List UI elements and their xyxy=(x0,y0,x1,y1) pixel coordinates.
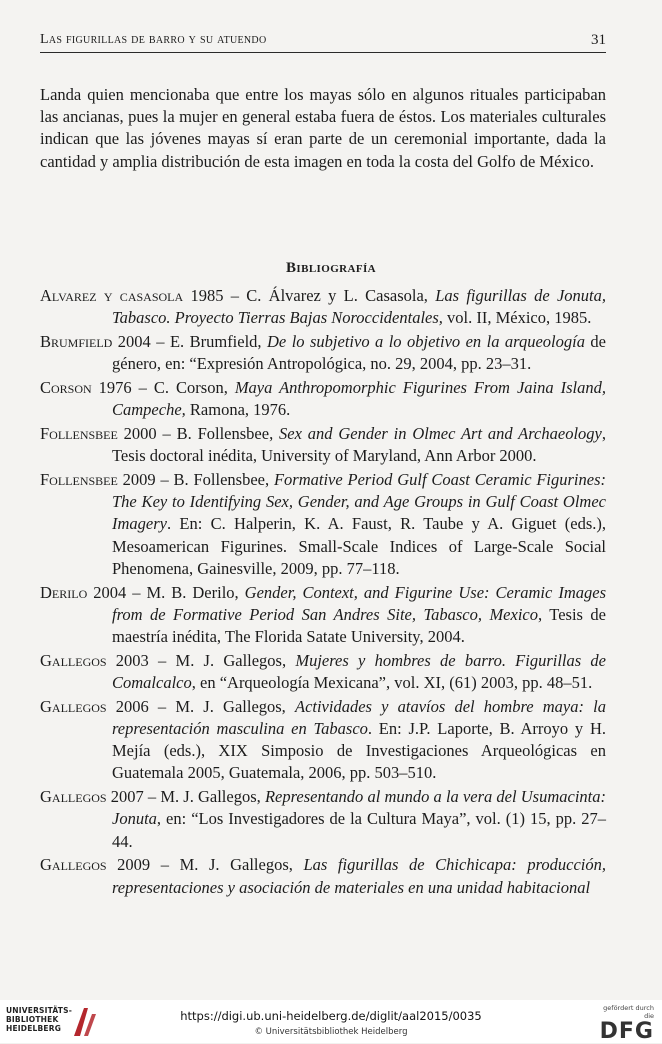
dfg-caption: gefördert durch die xyxy=(603,1004,654,1020)
bib-year: 2003 – M. J. Gallegos, xyxy=(106,650,296,670)
bib-details: Ramona, 1976. xyxy=(185,400,291,420)
digitization-footer xyxy=(0,1000,662,1043)
bib-year: 2007 – M. J. Gallegos, xyxy=(106,787,265,807)
bib-author: Gallegos xyxy=(40,696,107,716)
bibliography-entry xyxy=(40,696,606,785)
bib-year: 2009 – M. J. Gallegos, xyxy=(106,855,304,875)
bibliography-entry xyxy=(40,331,606,375)
bib-author: Gallegos xyxy=(40,855,107,875)
bib-details: . En: J.P. Laporte, B. Arroyo y H. Mejía (eds.), XIX Simposio de Investigaciones Arqueológicas en Guatemala 2005, Guatemala, 2006, pp. 503–510. xyxy=(112,719,607,783)
bib-author: Follensbee xyxy=(40,424,118,443)
bib-details: , en “Arqueología Mexicana”, vol. XI, (61) 2003, pp. 48–51. xyxy=(191,673,593,693)
bib-title: Las figurillas de Jonuta, Tabasco. Proyecto Tierras Bajas Noroccidentales, xyxy=(112,286,607,328)
bib-details: , Tesis doctoral inédita, University of Maryland, Ann Arbor 2000. xyxy=(112,424,606,466)
bib-author: Derilo xyxy=(40,582,88,602)
bib-details: , Tesis de maestría inédita, The Florida Satate University, 2004. xyxy=(112,604,606,647)
bib-details: . En: C. Halperin, K. A. Faust, R. Taube y A. Giguet (eds.), Mesoamerican Figurines. Small-Scale Indices of Large-Scale Social Phenomena, Gainesville, 2009, pp. 77–118. xyxy=(112,514,606,578)
bib-title: De lo subjetivo a lo objetivo en la arqueología xyxy=(267,332,585,351)
library-logo-text: UNIVERSITÄTS- BIBLIOTHEK HEIDELBERG xyxy=(6,1006,73,1033)
copyright-notice: © Universitätsbibliothek Heidelberg xyxy=(254,1027,408,1037)
bib-title: Las figurillas de Chichicapa: producción, representaciones y asociación de materiales en una unidad habitacional xyxy=(112,855,606,897)
dfg-logo-text: DFG xyxy=(599,1019,654,1044)
dfg-funding-logo[interactable] xyxy=(592,1004,654,1044)
bibliography-entry xyxy=(40,854,606,898)
bibliography-entry xyxy=(40,650,606,694)
bibliography-entry xyxy=(40,469,606,580)
bib-year: 2004 – M. B. Derilo, xyxy=(87,582,245,602)
bibliography-entry xyxy=(40,582,606,649)
bibliography-entry xyxy=(40,377,606,421)
bib-year: 2004 – E. Brumfield, xyxy=(112,332,268,351)
bib-title: Formative Period Gulf Coast Ceramic Figurines: The Key to Identifying Sex, Gender, and Age Groups in Gulf Coast Olmec Imagery xyxy=(112,470,606,534)
bib-author: Gallegos xyxy=(40,650,107,670)
bib-author: Alvarez y casasola xyxy=(40,286,184,305)
bibliography-heading: Bibliografía xyxy=(286,260,376,276)
bib-title: Actividades y atavíos del hombre maya: la representación masculina en Tabasco xyxy=(112,696,606,739)
bib-year: 1976 – C. Corson, xyxy=(91,378,235,397)
bib-year: 1985 – C. Álvarez y L. Casasola, xyxy=(183,286,436,305)
running-title: Las figurillas de barro y su atuendo xyxy=(40,32,267,47)
bibliography-list xyxy=(40,285,606,900)
bib-title: Mujeres y hombres de barro. Figurillas de Comalcalco xyxy=(112,650,606,693)
bib-title: Gender, Context, and Figurine Use: Ceramic Images from de Formative Period San Andres Site, Tabasco, Mexico xyxy=(112,582,606,624)
bib-year: 2009 – B. Follensbee, xyxy=(117,470,274,489)
bib-details: , en: “Los Investigadores de la Cultura Maya”, vol. (1) 15, pp. 27–44. xyxy=(112,809,606,851)
bib-author: Brumfield xyxy=(40,332,113,351)
intro-paragraph: Landa quien mencionaba que entre los mayas sólo en algunos rituales participaban las ancianas, pues la mujer en general estaba fuera de éstos. Los materiales culturales indican que las jóvenes mayas sí eran parte de un ceremonial importante, dada la cantidad y amplia distribución de esta imagen en toda la costa del Golfo de México. xyxy=(40,85,606,171)
bib-author: Follensbee xyxy=(40,470,118,489)
bibliography-entry xyxy=(40,285,606,329)
bib-details: vol. II, México, 1985. xyxy=(442,308,592,328)
bib-title: Maya Anthropomorphic Figurines From Jaina Island, Campeche, xyxy=(112,378,606,420)
bib-title: Representando al mundo a la vera del Usumacinta: Jonuta xyxy=(112,787,606,829)
bib-author: Gallegos xyxy=(40,787,107,807)
page-number: 31 xyxy=(591,32,606,48)
bib-title: Sex and Gender in Olmec Art and Archaeology xyxy=(279,424,602,443)
bibliography-entry xyxy=(40,786,606,853)
bib-author: Corson xyxy=(40,378,92,397)
permalink-url[interactable]: https://digi.ub.uni-heidelberg.de/diglit/aal2015/0035 xyxy=(180,1009,482,1023)
running-header xyxy=(40,30,606,53)
bib-year: 2000 – B. Follensbee, xyxy=(117,424,280,443)
bibliography-entry xyxy=(40,423,606,467)
bib-year: 2006 – M. J. Gallegos, xyxy=(106,696,295,716)
bib-details: de género, en: “Expresión Antropológica, no. 29, 2004, pp. 23–31. xyxy=(112,332,606,374)
